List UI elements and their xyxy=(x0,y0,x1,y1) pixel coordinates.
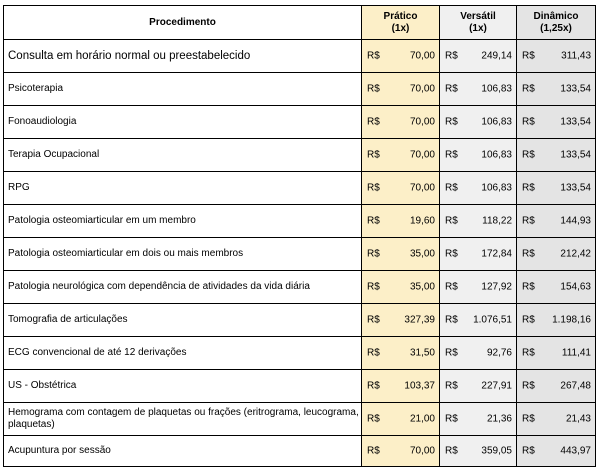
currency-symbol: R$ xyxy=(522,413,535,425)
procedure-name-cell: Patologia osteomiarticular em dois ou mais membros xyxy=(4,238,362,271)
procedure-name-cell: Patologia osteomiarticular em um membro xyxy=(4,205,362,238)
versatil-price-value: 127,92 xyxy=(481,281,512,293)
header-versatil xyxy=(440,6,517,40)
pratico-price-cell xyxy=(362,403,440,436)
currency-symbol: R$ xyxy=(445,215,458,227)
pratico-price-value: 35,00 xyxy=(409,281,435,293)
versatil-price-value: 172,84 xyxy=(481,248,512,260)
dinamico-price-cell xyxy=(517,238,596,271)
currency-symbol: R$ xyxy=(367,83,380,95)
currency-symbol: R$ xyxy=(522,215,535,227)
dinamico-price-value: 133,54 xyxy=(560,116,591,128)
dinamico-price-cell xyxy=(517,73,596,106)
pratico-price-cell xyxy=(362,106,440,139)
currency-symbol: R$ xyxy=(522,445,535,457)
versatil-price-value: 21,36 xyxy=(486,413,512,425)
pratico-price-cell xyxy=(362,73,440,106)
currency-symbol: R$ xyxy=(445,116,458,128)
table-row xyxy=(4,304,596,337)
procedure-name-cell: Fonoaudiologia xyxy=(4,106,362,139)
table-row xyxy=(4,139,596,172)
table-row xyxy=(4,271,596,304)
dinamico-price-cell xyxy=(517,106,596,139)
procedure-name-cell: Acupuntura por sessão xyxy=(4,436,362,467)
pratico-price-value: 19,60 xyxy=(409,215,435,227)
currency-symbol: R$ xyxy=(367,380,380,392)
versatil-price-value: 118,22 xyxy=(482,215,512,227)
dinamico-price-value: 212,42 xyxy=(560,248,591,260)
header-versatil-multiplier: (1x) xyxy=(469,22,487,34)
dinamico-price-value: 144,93 xyxy=(560,215,591,227)
pratico-price-cell xyxy=(362,271,440,304)
pratico-price-value: 70,00 xyxy=(409,182,435,194)
header-dinamico-multiplier: (1,25x) xyxy=(540,22,572,34)
dinamico-price-value: 443,97 xyxy=(560,445,591,457)
versatil-price-value: 249,14 xyxy=(481,50,512,62)
versatil-price-value: 106,83 xyxy=(481,116,512,128)
header-dinamico xyxy=(517,6,596,40)
versatil-price-cell xyxy=(440,370,517,403)
currency-symbol: R$ xyxy=(367,445,380,457)
procedure-name-cell: ECG convencional de até 12 derivações xyxy=(4,337,362,370)
versatil-price-cell xyxy=(440,106,517,139)
pratico-price-value: 70,00 xyxy=(409,445,435,457)
header-pratico-label: Prático xyxy=(383,10,418,22)
currency-symbol: R$ xyxy=(522,50,535,62)
table-row xyxy=(4,370,596,403)
table-row xyxy=(4,172,596,205)
versatil-price-cell xyxy=(440,73,517,106)
dinamico-price-cell xyxy=(517,403,596,436)
pratico-price-value: 327,39 xyxy=(404,314,435,326)
procedure-name-cell: Hemograma com contagem de plaquetas ou frações (eritrograma, leucograma, plaquetas) xyxy=(4,403,362,436)
currency-symbol: R$ xyxy=(445,445,458,457)
dinamico-price-cell xyxy=(517,370,596,403)
pratico-price-cell xyxy=(362,205,440,238)
currency-symbol: R$ xyxy=(445,83,458,95)
dinamico-price-cell xyxy=(517,436,596,467)
currency-symbol: R$ xyxy=(445,149,458,161)
currency-symbol: R$ xyxy=(522,281,535,293)
table-row xyxy=(4,337,596,370)
pratico-price-value: 70,00 xyxy=(409,116,435,128)
pratico-price-cell xyxy=(362,40,440,73)
pratico-price-value: 70,00 xyxy=(409,83,435,95)
versatil-price-cell xyxy=(440,205,517,238)
versatil-price-cell xyxy=(440,172,517,205)
currency-symbol: R$ xyxy=(445,314,458,326)
pratico-price-value: 70,00 xyxy=(409,149,435,161)
dinamico-price-value: 133,54 xyxy=(560,83,591,95)
table-row xyxy=(4,73,596,106)
versatil-price-cell xyxy=(440,139,517,172)
dinamico-price-cell xyxy=(517,139,596,172)
dinamico-price-value: 267,48 xyxy=(560,380,591,392)
pratico-price-cell xyxy=(362,436,440,467)
procedure-name-cell: Patologia neurológica com dependência de atividades da vida diária xyxy=(4,271,362,304)
currency-symbol: R$ xyxy=(367,413,380,425)
header-dinamico-label: Dinâmico xyxy=(533,10,579,22)
dinamico-price-value: 21,43 xyxy=(565,413,591,425)
header-procedimento xyxy=(4,6,362,40)
dinamico-price-value: 311,43 xyxy=(561,50,591,62)
versatil-price-value: 92,76 xyxy=(486,347,512,359)
dinamico-price-cell xyxy=(517,205,596,238)
currency-symbol: R$ xyxy=(445,413,458,425)
procedure-name-cell: Consulta em horário normal ou preestabelecido xyxy=(4,40,362,73)
currency-symbol: R$ xyxy=(445,50,458,62)
currency-symbol: R$ xyxy=(445,248,458,260)
dinamico-price-cell xyxy=(517,40,596,73)
procedure-name-cell: US - Obstétrica xyxy=(4,370,362,403)
pratico-price-value: 70,00 xyxy=(409,50,435,62)
procedure-name-cell: Tomografia de articulações xyxy=(4,304,362,337)
currency-symbol: R$ xyxy=(367,281,380,293)
pratico-price-cell xyxy=(362,337,440,370)
dinamico-price-value: 1.198,16 xyxy=(552,314,591,326)
dinamico-price-value: 154,63 xyxy=(560,281,591,293)
pratico-price-value: 103,37 xyxy=(404,380,435,392)
pratico-price-cell xyxy=(362,370,440,403)
dinamico-price-cell xyxy=(517,271,596,304)
header-procedimento-label: Procedimento xyxy=(149,16,216,28)
pratico-price-value: 21,00 xyxy=(409,413,435,425)
versatil-price-value: 1.076,51 xyxy=(473,314,512,326)
pratico-price-cell xyxy=(362,139,440,172)
currency-symbol: R$ xyxy=(522,83,535,95)
currency-symbol: R$ xyxy=(522,248,535,260)
pratico-price-cell xyxy=(362,304,440,337)
table-row xyxy=(4,205,596,238)
pratico-price-cell xyxy=(362,172,440,205)
versatil-price-value: 106,83 xyxy=(481,83,512,95)
currency-symbol: R$ xyxy=(367,116,380,128)
currency-symbol: R$ xyxy=(445,347,458,359)
currency-symbol: R$ xyxy=(522,347,535,359)
versatil-price-cell xyxy=(440,403,517,436)
currency-symbol: R$ xyxy=(522,116,535,128)
versatil-price-cell xyxy=(440,40,517,73)
header-pratico-multiplier: (1x) xyxy=(391,22,410,34)
table-body xyxy=(4,40,596,467)
header-row xyxy=(4,6,596,40)
currency-symbol: R$ xyxy=(522,182,535,194)
dinamico-price-cell xyxy=(517,304,596,337)
procedure-name-cell: RPG xyxy=(4,172,362,205)
table-row xyxy=(4,40,596,73)
currency-symbol: R$ xyxy=(367,248,380,260)
dinamico-price-value: 111,41 xyxy=(561,347,591,359)
dinamico-price-cell xyxy=(517,337,596,370)
table-row xyxy=(4,403,596,436)
header-versatil-label: Versátil xyxy=(460,10,496,22)
table-row xyxy=(4,106,596,139)
currency-symbol: R$ xyxy=(522,314,535,326)
pratico-price-cell xyxy=(362,238,440,271)
currency-symbol: R$ xyxy=(522,380,535,392)
versatil-price-value: 359,05 xyxy=(481,445,512,457)
versatil-price-value: 227,91 xyxy=(481,380,512,392)
price-table xyxy=(3,5,596,467)
versatil-price-value: 106,83 xyxy=(481,149,512,161)
currency-symbol: R$ xyxy=(445,182,458,194)
procedure-name-cell: Psicoterapia xyxy=(4,73,362,106)
currency-symbol: R$ xyxy=(367,182,380,194)
versatil-price-cell xyxy=(440,337,517,370)
dinamico-price-value: 133,54 xyxy=(560,182,591,194)
pratico-price-value: 35,00 xyxy=(409,248,435,260)
versatil-price-cell xyxy=(440,271,517,304)
dinamico-price-cell xyxy=(517,172,596,205)
currency-symbol: R$ xyxy=(367,215,380,227)
currency-symbol: R$ xyxy=(445,380,458,392)
header-pratico xyxy=(362,6,440,40)
currency-symbol: R$ xyxy=(367,149,380,161)
table-row xyxy=(4,436,596,467)
dinamico-price-value: 133,54 xyxy=(560,149,591,161)
versatil-price-cell xyxy=(440,238,517,271)
versatil-price-cell xyxy=(440,304,517,337)
table-row xyxy=(4,238,596,271)
currency-symbol: R$ xyxy=(367,347,380,359)
currency-symbol: R$ xyxy=(445,281,458,293)
versatil-price-value: 106,83 xyxy=(481,182,512,194)
pratico-price-value: 31,50 xyxy=(409,347,435,359)
currency-symbol: R$ xyxy=(367,50,380,62)
procedure-name-cell: Terapia Ocupacional xyxy=(4,139,362,172)
currency-symbol: R$ xyxy=(522,149,535,161)
currency-symbol: R$ xyxy=(367,314,380,326)
versatil-price-cell xyxy=(440,436,517,467)
